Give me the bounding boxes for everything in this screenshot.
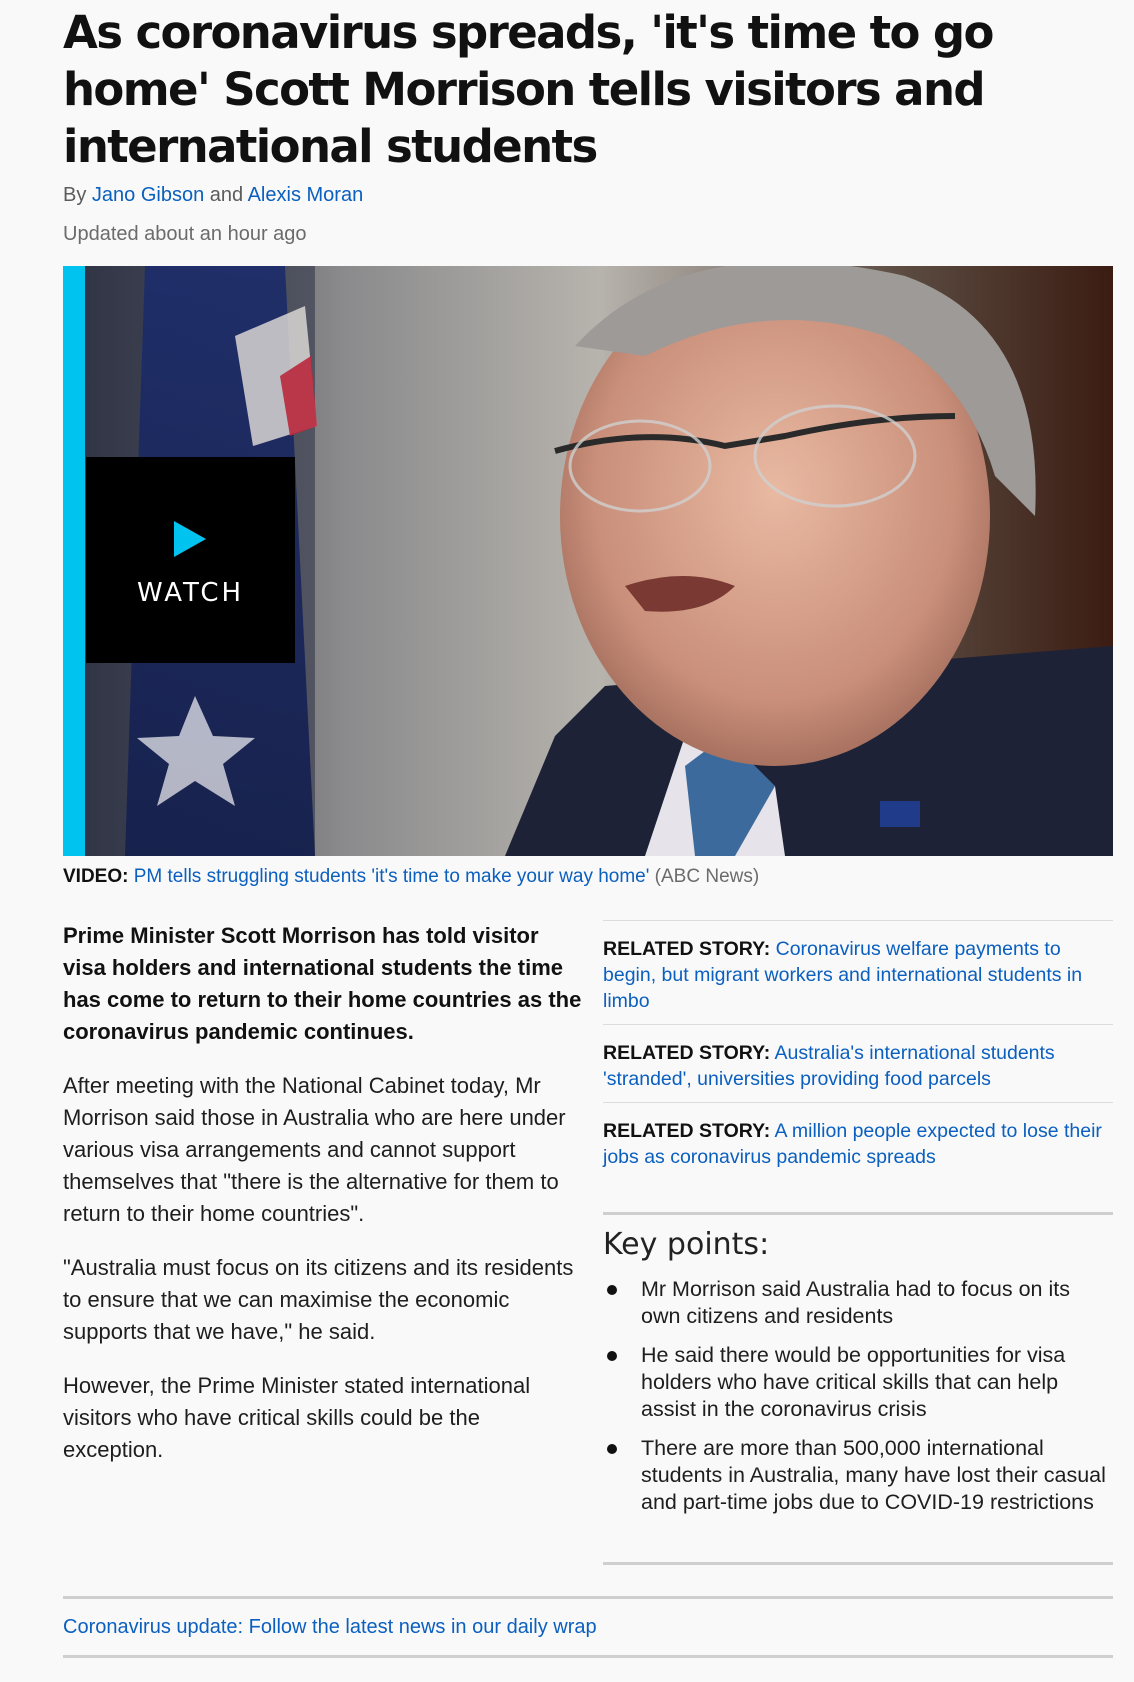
key-point-text: Mr Morrison said Australia had to focus on its own citizens and residents [641, 1277, 1070, 1328]
related-story-3 [603, 1102, 1113, 1180]
watch-button[interactable] [86, 457, 295, 663]
key-points-box [603, 1212, 1113, 1565]
related-link-3[interactable]: A million people expected to lose their jobs as coronavirus pandemic spreads [603, 1120, 1102, 1168]
updated-timestamp: Updated about an hour ago [63, 223, 307, 245]
play-icon [174, 521, 206, 557]
key-point-item [603, 1342, 1113, 1423]
video-player[interactable] [63, 266, 1113, 856]
key-point-item [603, 1276, 1113, 1330]
byline-and: and [209, 184, 244, 206]
bullet-icon [607, 1351, 617, 1361]
related-link-2[interactable]: Australia's international students 'stranded', universities providing food parcels [603, 1042, 1055, 1090]
related-label: RELATED STORY: [603, 938, 771, 960]
sidebar [603, 920, 1113, 1565]
key-point-text: He said there would be opportunities for visa holders who have critical skills that can help assist in the coronavirus crisis [641, 1343, 1066, 1421]
caption-link[interactable]: PM tells struggling students 'it's time to make your way home' [133, 866, 650, 887]
lead-paragraph: Prime Minister Scott Morrison has told visitor visa holders and international students the time has come to return to their home countries as the coronavirus pandemic continues. [63, 923, 582, 1044]
bullet-icon [607, 1285, 617, 1295]
body-paragraph-1: After meeting with the National Cabinet today, Mr Morrison said those in Australia who are here under various visa arrangements and cannot support themselves that "there is the alternative for them to return to their home countries". [63, 1073, 566, 1226]
related-link-1[interactable]: Coronavirus welfare payments to begin, but migrant workers and international students in limbo [603, 938, 1083, 1012]
byline [63, 184, 363, 207]
author-link-1[interactable]: Jano Gibson [91, 184, 205, 206]
update-banner [63, 1596, 1113, 1658]
related-story-1 [603, 920, 1113, 1024]
key-point-text: There are more than 500,000 international students in Australia, many have lost their casual and part-time jobs due to COVID-19 restrictions [641, 1436, 1106, 1514]
video-caption [63, 866, 759, 888]
watch-label: WATCH [136, 578, 245, 608]
caption-label: VIDEO: [63, 866, 129, 887]
key-points-title: Key points: [603, 1227, 770, 1262]
byline-prefix: By [63, 184, 87, 206]
key-points-list [603, 1276, 1113, 1516]
article-body [63, 920, 583, 1488]
body-paragraph-2: "Australia must focus on its citizens and its residents to ensure that we can maximise the economic supports that we have," he said. [63, 1255, 574, 1344]
video-accent-bar [63, 266, 85, 856]
key-point-item [603, 1435, 1113, 1516]
caption-source: (ABC News) [654, 866, 760, 887]
author-link-2[interactable]: Alexis Moran [247, 184, 364, 206]
related-label: RELATED STORY: [603, 1120, 771, 1142]
article [63, 0, 1113, 1638]
related-label: RELATED STORY: [603, 1042, 771, 1064]
bullet-icon [607, 1444, 617, 1454]
related-story-2 [603, 1024, 1113, 1102]
daily-wrap-link[interactable]: Coronavirus update: Follow the latest news in our daily wrap [63, 1616, 597, 1638]
body-paragraph-3: However, the Prime Minister stated international visitors who have critical skills could be the exception. [63, 1373, 531, 1462]
headline: As coronavirus spreads, 'it's time to go home' Scott Morrison tells visitors and international students [63, 6, 993, 173]
